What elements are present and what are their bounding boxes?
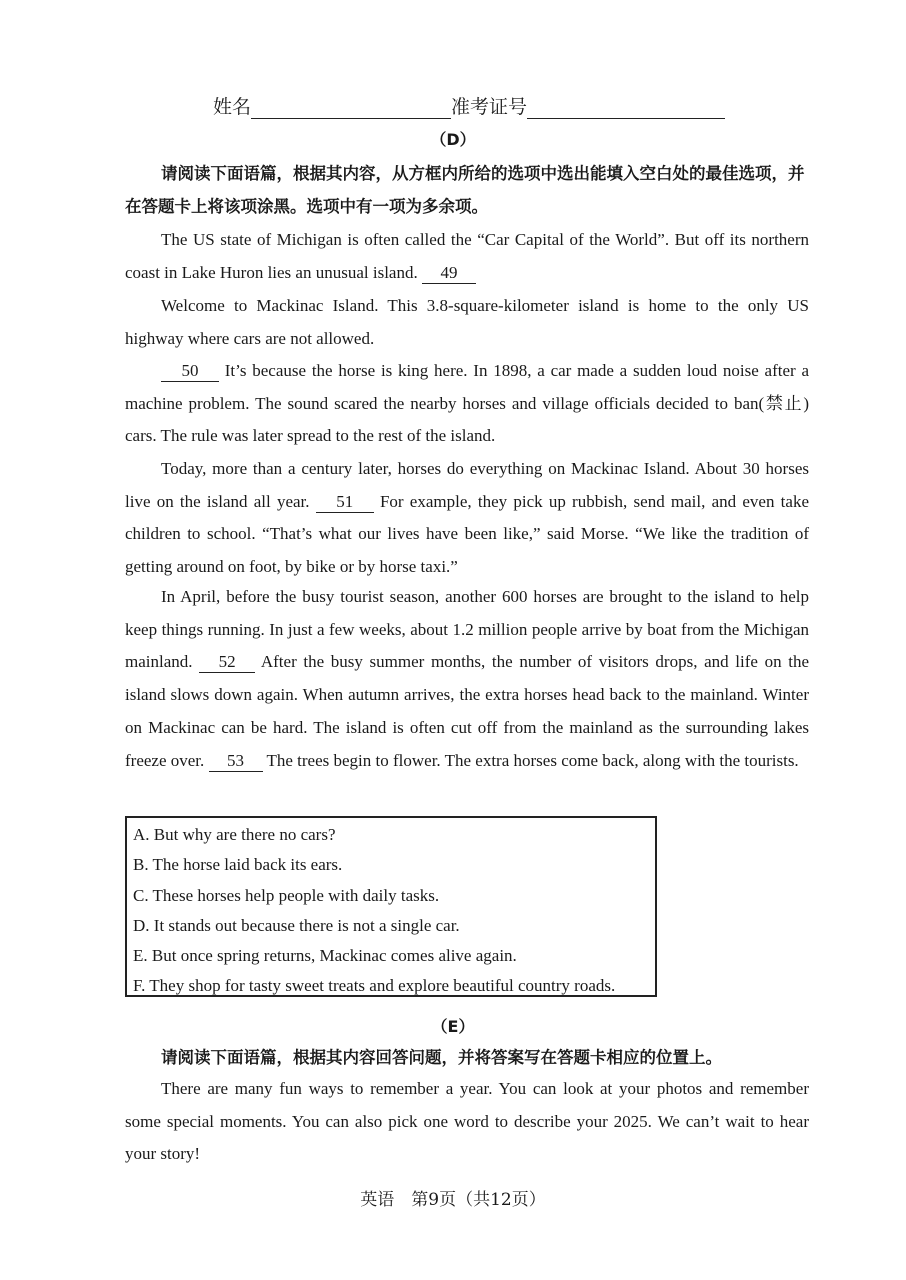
option-d: D. It stands out because there is not a single car. (133, 915, 460, 935)
options-box (125, 816, 657, 997)
blank-49: 49 (422, 263, 476, 284)
option-c: C. These horses help people with daily tasks. (133, 885, 440, 905)
paragraph-3-text: It’s because the horse is king here. In 1898, a car made a sudden loud noise after a machine problem. The sound scared the nearby horses and village officials decided to ban(禁止) cars. The rule was later spread to the rest of the island. (125, 361, 809, 446)
option-f: F. They shop for tasty sweet treats and explore beautiful country roads. (133, 976, 616, 996)
section-d-instruction: 请阅读下面语篇，根据其内容，从方框内所给的选项中选出能填入空白处的最佳选项，并在答题卡上将该项涂黑。选项中有一项为多余项。 (125, 164, 805, 216)
section-e-instruction: 请阅读下面语篇，根据其内容回答问题，并将答案写在答题卡相应的位置上。 (161, 1048, 722, 1067)
blank-50: 50 (161, 361, 219, 382)
paragraph-1-text: The US state of Michigan is often called the “Car Capital of the World”. But off its northern coast in Lake Huron lies an unusual island. (125, 230, 809, 282)
section-d-title: （D） (430, 130, 476, 149)
name-label: 姓名 (213, 97, 252, 118)
paragraph-4-text-before: Today, more than a century later, horses do everything on Mackinac Island. About 30 horses live on the island all year. (125, 459, 809, 511)
option-a: A. But why are there no cars? (133, 825, 336, 844)
page-footer: 英语 第9页（共12页） (360, 1190, 546, 1210)
paragraph-1 (125, 224, 809, 289)
paragraph-5 (125, 581, 809, 777)
paragraph-5-text-after: The trees begin to flower. The extra horses come back, along with the tourists. (262, 750, 799, 770)
paragraph-5-text-before: In April, before the busy tourist season, another 600 horses are brought to the island to help keep things running. In just a few weeks, about 1.2 million people arrive by boat from the Michigan mainland. (125, 587, 809, 672)
paragraph-4 (125, 453, 809, 584)
exam-id-field (527, 98, 725, 119)
blank-53: 53 (209, 751, 263, 772)
option-b: B. The horse laid back its ears. (133, 855, 343, 875)
paragraph-2: Welcome to Mackinac Island. This 3.8-square-kilometer island is home to the only US highway where cars are not allowed. (125, 296, 809, 348)
section-e-paragraph-1: There are many fun ways to remember a year. You can look at your photos and remember some special moments. You can also pick one word to describe your 2025. We can’t wait to hear your story! (125, 1079, 809, 1164)
exam-header (213, 92, 725, 119)
section-e-title: （E） (431, 1017, 475, 1036)
name-field (251, 98, 451, 119)
blank-51: 51 (316, 492, 374, 513)
blank-52: 52 (199, 652, 255, 673)
paragraph-3 (125, 355, 809, 453)
option-e: E. But once spring returns, Mackinac comes alive again. (133, 946, 517, 966)
paragraph-5-text-middle: After the busy summer months, the number of visitors drops, and life on the island slows down again. When autumn arrives, the extra horses head back to the mainland. Winter on Mackinac can be hard. The island is often cut off from the mainland as the surrounding lakes freeze over. (125, 652, 809, 770)
exam-id-label: 准考证号 (451, 97, 528, 118)
paragraph-4-text-after: For example, they pick up rubbish, send mail, and even take children to school. “That’s what our lives have been like,” said Morse. “We like the tradition of getting around on foot, by bike or by horse taxi.” (125, 491, 809, 577)
